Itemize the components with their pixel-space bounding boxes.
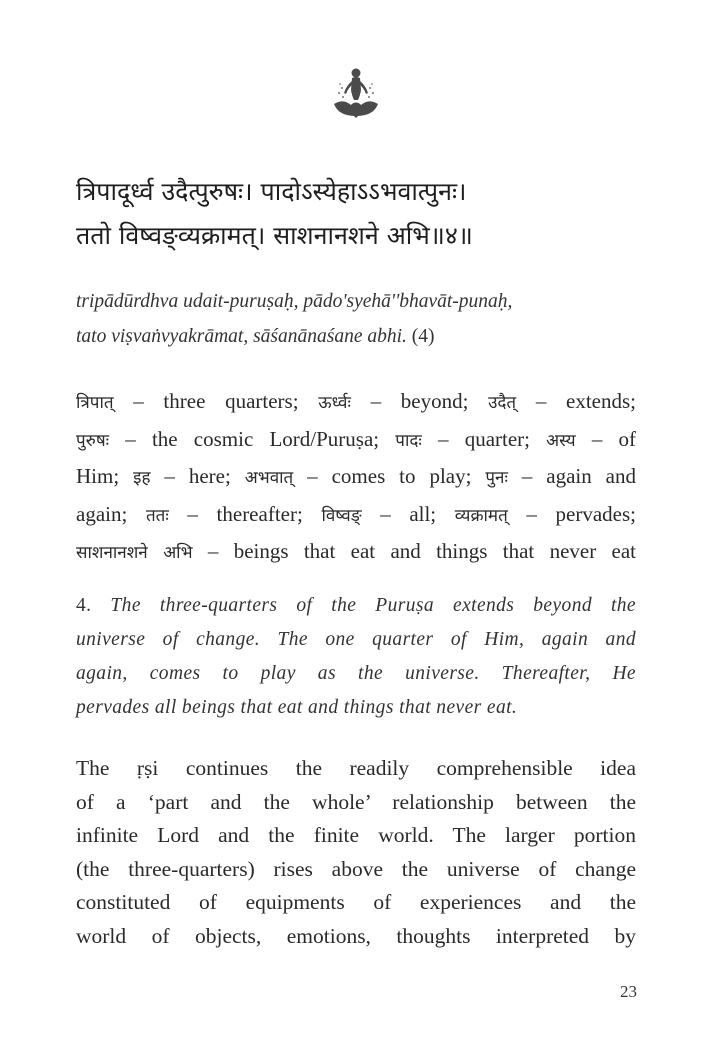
- glossary-meaning: – of: [575, 426, 636, 451]
- page-number: 23: [620, 982, 637, 1001]
- commentary-paragraph: [76, 752, 636, 953]
- glossary-line: [76, 459, 636, 497]
- glossary-meaning: – thereafter;: [168, 501, 322, 526]
- glossary-meaning: – all;: [361, 501, 455, 526]
- glossary-line: [76, 497, 636, 535]
- glossary-meaning: – comes to play;: [293, 464, 486, 488]
- verse-line-2: ततो विष्वङ्व्यक्रामत्। साशनानशने अभि॥४॥: [76, 221, 473, 250]
- glossary-meaning: – the cosmic Lord/Puruṣa;: [109, 426, 396, 451]
- verse-translation: [76, 589, 636, 725]
- word-glossary: [76, 384, 636, 572]
- translation-line: 4. The three-quarters of the Puruṣa extends beyond the: [76, 595, 636, 616]
- glossary-meaning: – beings that eat and things that never eat: [192, 539, 636, 563]
- glossary-term: व्यक्रामत्: [454, 505, 508, 526]
- glossary-term: पादः: [395, 430, 422, 451]
- glossary-term: पुनः: [485, 468, 508, 488]
- glossary-line: [76, 534, 636, 572]
- commentary-line: world of objects, emotions, thoughts interpreted by: [76, 923, 636, 948]
- glossary-meaning: – beyond;: [350, 389, 489, 413]
- commentary-line: (the three-quarters) rises above the universe of change: [76, 856, 636, 881]
- translation-line: pervades all beings that eat and things that never eat.: [76, 697, 518, 718]
- translation-number: 4.: [76, 595, 92, 616]
- transliteration-line-2: [76, 319, 641, 354]
- commentary-line: of a ‘part and the whole’ relationship between the: [76, 789, 636, 814]
- glossary-term: इह: [133, 468, 151, 488]
- glossary-term: ततः: [145, 505, 169, 526]
- glossary-line: [76, 384, 636, 422]
- transliteration-line-2-text: tato viṣvaṅvyakrāmat, sāśanānaśane abhi.: [76, 326, 407, 347]
- glossary-term: पुरुषः: [76, 430, 110, 451]
- glossary-term: अभवात्: [244, 468, 294, 488]
- commentary-line: The ṛṣi continues the readily comprehensible idea: [76, 756, 636, 780]
- glossary-meaning: Him;: [76, 464, 134, 488]
- glossary-term: त्रिपात्: [76, 393, 114, 413]
- glossary-term: साशनानशने अभि: [76, 543, 193, 563]
- glossary-meaning: – three quarters;: [113, 389, 319, 413]
- commentary-line: infinite Lord and the finite world. The larger portion: [76, 823, 636, 847]
- glossary-term: ऊर्ध्वः: [318, 393, 351, 413]
- glossary-meaning: – quarter;: [421, 426, 547, 451]
- transliteration-line-1: tripādūrdhva udait-puruṣaḥ, pādo'syehā''bhavāt-punaḥ,: [76, 291, 513, 312]
- glossary-meaning: – extends;: [516, 389, 636, 413]
- glossary-meaning: – again and: [507, 464, 636, 488]
- glossary-meaning: again;: [76, 501, 146, 526]
- verse-number: (4): [411, 326, 435, 347]
- transliteration: [76, 284, 641, 354]
- glossary-line: [76, 422, 636, 460]
- glossary-term: अस्य: [546, 430, 576, 451]
- verse-line-1: त्रिपादूर्ध्व उदैत्पुरुषः। पादोऽस्येहाऽऽभवात्पुनः।: [76, 177, 467, 206]
- commentary-line: constituted of equipments of experiences and the: [76, 890, 636, 914]
- glossary-meaning: – pervades;: [507, 501, 637, 526]
- translation-line: universe of change. The one quarter of Him, again and: [76, 629, 636, 650]
- glossary-term: विष्वङ्: [321, 505, 362, 526]
- translation-line: again, comes to play as the universe. Thereafter, He: [76, 663, 636, 684]
- glossary-meaning: – here;: [150, 464, 245, 488]
- glossary-term: उदैत्: [488, 393, 517, 413]
- meditating-figure-on-lotus-icon: [330, 66, 382, 122]
